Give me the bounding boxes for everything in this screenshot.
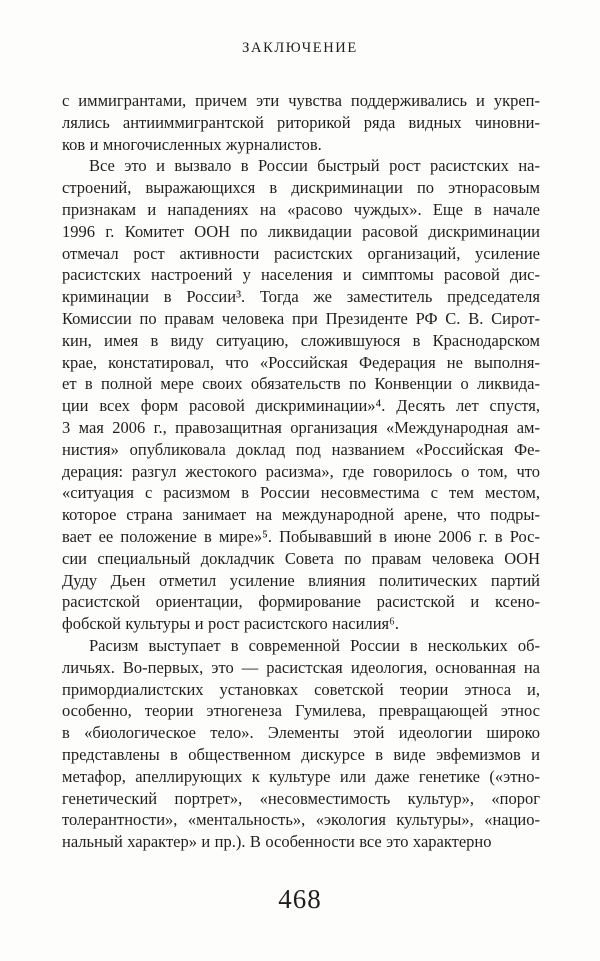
page-number: 468 [278, 884, 322, 914]
text-line: личьях. Во-первых, это — расистская идеология, основанная на [62, 657, 540, 677]
text-line: которое страна занимает на международной арене, что подры- [62, 505, 540, 525]
text-line: Расизм выступает в современной России в нескольких об- [89, 635, 540, 655]
text-line: вает ее положение в мире»⁵. Побывавший в июне 2006 г. в Рос- [62, 526, 540, 546]
text-line: крае, констатировал, что «Российская Федерация не выполня- [62, 352, 540, 372]
text-line: криминации в России³. Тогда же заместитель председателя [62, 287, 540, 307]
chapter-heading: ЗАКЛЮЧЕНИЕ [242, 40, 358, 56]
text-line: расистских настроений у населения и симптомы расовой дис- [62, 265, 540, 285]
text-line: нальный характер» и пр.). В особенности все это характерно [62, 832, 492, 852]
text-line: лялись антииммигрантской риторикой ряда видных чиновни- [62, 112, 540, 132]
text-line: ции всех форм расовой дискриминации»⁴. Десять лет спустя, [62, 396, 540, 416]
text-line: расистской ориентации, формирование расистской и ксено- [62, 592, 540, 612]
body-text [62, 90, 540, 853]
text-line: строений, выражающихся в дискриминации по этнорасовым [62, 178, 540, 198]
text-line: дерация: разгул жестокого расизма», где говорилось о том, что [62, 461, 540, 481]
text-line: кин, имея в виду ситуацию, сложившуюся в Краснодарском [62, 330, 540, 350]
text-line: представлены в общественном дискурсе в виде эвфемизмов и [62, 744, 540, 764]
text-line: примордиалистских установках советской теории этноса и, [62, 679, 540, 699]
text-line: фобской культуры и рост расистского насилия⁶. [62, 614, 399, 634]
text-line: особенно, теории этногенеза Гумилева, превращающей этнос [62, 701, 540, 721]
text-line: нистия» опубликовала доклад под названием «Российская Фе- [62, 439, 540, 459]
text-line: толерантности», «ментальность», «экология культуры», «нацио- [62, 810, 540, 830]
text-line: в «биологическое тело». Элементы этой идеологии широко [62, 723, 540, 743]
text-line: Все это и вызвало в России быстрый рост расистских на- [89, 156, 540, 176]
text-line: 1996 г. Комитет ООН по ликвидации расовой дискриминации [62, 221, 540, 241]
text-line: с иммигрантами, причем эти чувства поддерживались и укреп- [62, 91, 540, 110]
text-line: «ситуация с расизмом в России несовместима с тем местом, [62, 483, 540, 503]
text-line: ков и многочисленных журналистов. [62, 134, 322, 154]
text-line: метафор, апеллирующих к культуре или даже генетике («этно- [62, 766, 540, 786]
text-line: сии специальный докладчик Совета по правам человека ООН [62, 548, 540, 568]
text-line: ет в полной мере своих обязательств по Конвенции о ликвида- [62, 374, 540, 394]
text-line: Дуду Дьен отметил усиление влияния политических партий [62, 570, 540, 590]
text-line: генетический портрет», «несовместимость культур», «порог [62, 788, 540, 808]
text-line: 3 мая 2006 г., правозащитная организация «Международная ам- [62, 417, 540, 437]
text-line: Комиссии по правам человека при Президенте РФ С. В. Сирот- [62, 308, 540, 328]
text-line: отмечал рост активности расистских организаций, усиление [62, 243, 540, 263]
text-line: признакам и нападениях на «расово чуждых». Еще в начале [62, 199, 540, 219]
